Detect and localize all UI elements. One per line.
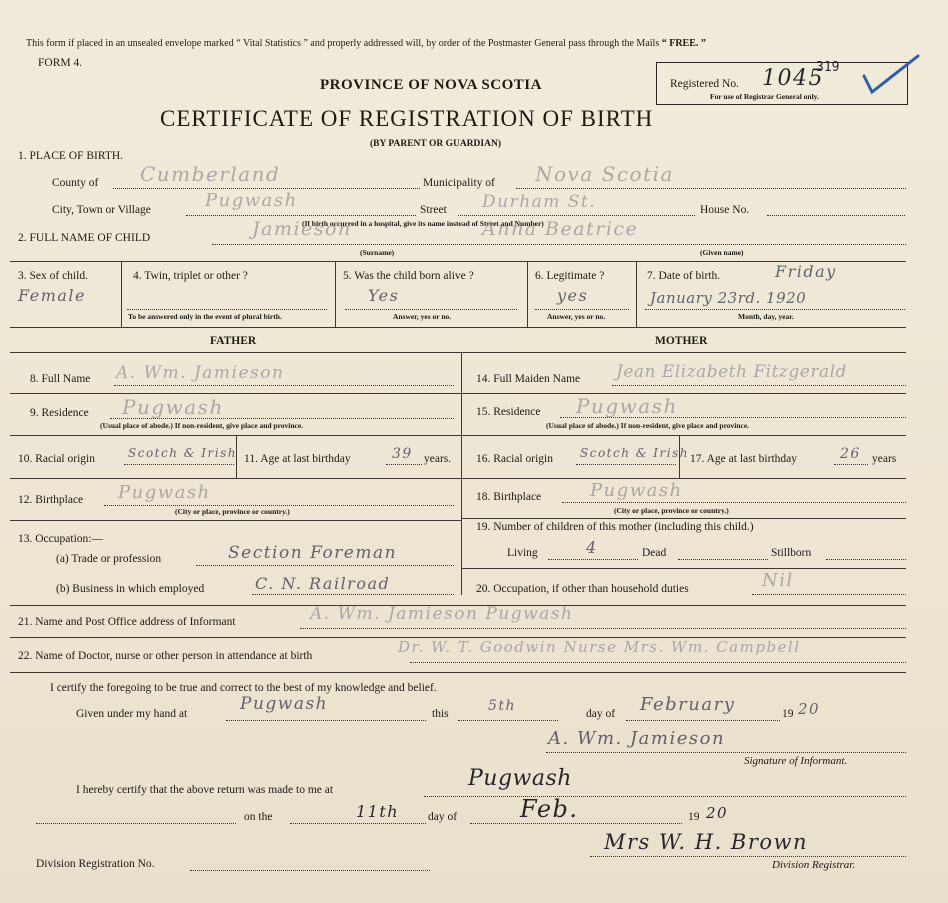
- given-this-label: this: [432, 708, 449, 720]
- registrar-place-line: [424, 796, 906, 797]
- mother-age-line: [834, 464, 868, 465]
- father-racial-label: 10. Racial origin: [18, 453, 95, 465]
- father-birthplace-rule: [10, 520, 461, 521]
- alive-value: Yes: [368, 286, 400, 305]
- mother-age-unit: years: [872, 453, 897, 465]
- father-birthplace-line: [104, 505, 454, 506]
- registrar-month-line: [470, 823, 682, 824]
- given-place-line: [226, 720, 426, 721]
- father-age-value: 39: [392, 446, 413, 462]
- check-icon: [862, 54, 922, 100]
- informant-label: 21. Name and Post Office address of Informant: [18, 616, 236, 628]
- father-name-label: 8. Full Name: [30, 373, 91, 385]
- father-age-line: [386, 464, 422, 465]
- registrar-day-line: [290, 823, 426, 824]
- child-name-label: 2. FULL NAME OF CHILD: [18, 232, 151, 244]
- father-residence-note: (Usual place of abode.) If non-resident, give place and province.: [100, 421, 304, 430]
- mother-children-label: 19. Number of children of this mother (including this child.): [476, 521, 754, 533]
- mother-birthplace-note: (City or place, province or country.): [614, 506, 729, 515]
- province-heading: PROVINCE OF NOVA SCOTIA: [320, 77, 542, 93]
- registrar-signature-caption: Division Registrar.: [772, 859, 856, 871]
- registrar-on-leader: [36, 823, 236, 824]
- house-label: House No.: [700, 204, 750, 216]
- city-label: City, Town or Village: [52, 204, 151, 216]
- alive-note: Answer, yes or no.: [393, 312, 452, 321]
- mother-racial-rule: [461, 478, 906, 479]
- division-registration-line: [190, 870, 430, 871]
- county-line: [113, 188, 420, 189]
- registrar-statement: I hereby certify that the above return was made to me at: [76, 784, 334, 796]
- father-trade-line: [196, 565, 454, 566]
- father-business-label: (b) Business in which employed: [56, 583, 205, 595]
- mother-racial-label: 16. Racial origin: [476, 453, 553, 465]
- father-racial-divider: [236, 436, 237, 478]
- postal-notice-text: This form if placed in an unsealed envelope marked “ Vital Statistics ” and properly addressed will, by order of the Postmaster General pass through the Mails: [26, 38, 660, 49]
- given-day-of-label: day of: [586, 708, 616, 720]
- house-line: [767, 215, 905, 216]
- twin-note: To be answered only in the event of plural birth.: [128, 312, 282, 321]
- father-racial-value: Scotch & Irish: [128, 446, 237, 460]
- father-occupation-label: 13. Occupation:—: [18, 533, 103, 545]
- father-age-unit: years.: [424, 453, 452, 465]
- informant-line: [300, 628, 906, 629]
- given-this-line: [458, 720, 558, 721]
- father-age-label: 11. Age at last birthday: [244, 453, 351, 465]
- date-day-value: Friday: [775, 262, 837, 281]
- given-place-value: Pugwash: [240, 694, 329, 714]
- mother-name-value: Jean Elizabeth Fitzgerald: [616, 362, 847, 382]
- registrar-month-value: Feb.: [520, 795, 579, 823]
- row3-divider-3: [527, 262, 528, 327]
- municipality-label: Municipality of: [423, 177, 495, 189]
- page-subtitle: (BY PARENT OR GUARDIAN): [370, 139, 501, 149]
- mother-birthplace-rule: [461, 518, 906, 519]
- row3-divider-1: [121, 262, 122, 327]
- father-racial-rule: [10, 478, 461, 479]
- mother-name-rule: [461, 393, 906, 394]
- mother-children-rule: [461, 568, 906, 569]
- date-note: Month, day, year.: [738, 312, 794, 321]
- father-racial-line: [124, 464, 234, 465]
- county-label: County of: [52, 177, 99, 189]
- registrar-day-of-label: day of: [428, 811, 458, 823]
- registrar-year-value: 20: [706, 804, 729, 822]
- doctor-rule: [10, 672, 906, 673]
- registrar-signature: Mrs W. H. Brown: [604, 830, 809, 854]
- doctor-label: 22. Name of Doctor, nurse or other person in attendance at birth: [18, 650, 313, 662]
- street-line: [458, 215, 695, 216]
- father-name-rule: [10, 393, 461, 394]
- street-label: Street: [420, 204, 447, 216]
- informant-signature-line: [546, 752, 906, 753]
- mother-dead-label: Dead: [642, 547, 667, 559]
- mother-residence-note: (Usual place of abode.) If non-resident, give place and province.: [546, 421, 750, 430]
- registration-stamp: 319: [816, 60, 840, 75]
- certification-statement: I certify the foregoing to be true and correct to the best of my knowledge and belief.: [50, 682, 437, 694]
- informant-signature: A. Wm. Jamieson: [548, 728, 726, 749]
- twin-label: 4. Twin, triplet or other ?: [133, 270, 248, 282]
- row3-divider-4: [636, 262, 637, 327]
- registrar-signature-line: [590, 856, 906, 857]
- doctor-value: Dr. W. T. Goodwin Nurse Mrs. Wm. Campbell: [398, 638, 801, 656]
- legitimate-line: [535, 309, 629, 310]
- mother-name-label: 14. Full Maiden Name: [476, 373, 581, 385]
- legitimate-note: Answer, yes or no.: [547, 312, 606, 321]
- county-value: Cumberland: [140, 162, 281, 186]
- father-residence-label: 9. Residence: [30, 407, 89, 419]
- city-line: [186, 215, 416, 216]
- date-value: January 23rd. 1920: [650, 289, 807, 307]
- father-birthplace-label: 12. Birthplace: [18, 494, 84, 506]
- mother-stillborn-label: Stillborn: [771, 547, 812, 559]
- mother-residence-value: Pugwash: [576, 394, 678, 418]
- mother-occupation-label: 20. Occupation, if other than household duties: [476, 583, 689, 595]
- father-heading: FATHER: [210, 335, 257, 347]
- registrar-year-prefix: 19: [688, 811, 700, 823]
- mother-occupation-value: Nil: [762, 570, 794, 591]
- mother-age-value: 26: [840, 446, 861, 462]
- informant-value: A. Wm. Jamieson Pugwash: [310, 604, 574, 624]
- given-this-value: 5th: [488, 698, 517, 714]
- form-number: FORM 4.: [38, 57, 83, 69]
- surname-caption: (Surname): [360, 248, 395, 257]
- mother-racial-divider: [679, 436, 680, 478]
- registrar-on-the-label: on the: [244, 811, 273, 823]
- child-surname-value: Jamieson: [252, 218, 352, 240]
- mother-stillborn-line: [826, 559, 906, 560]
- legitimate-value: yes: [557, 286, 589, 305]
- parents-center-divider: [461, 352, 462, 595]
- given-label: Given under my hand at: [76, 708, 188, 720]
- sex-value: Female: [18, 286, 86, 305]
- mother-living-line: [548, 559, 638, 560]
- child-given-value: Anna Beatrice: [482, 218, 639, 240]
- municipality-value: Nova Scotia: [535, 162, 674, 186]
- row3-bottom-rule: [10, 327, 906, 328]
- hospital-note: (If birth occurred in a hospital, give its name instead of Street and Number): [302, 219, 544, 228]
- registrar-day-value: 11th: [356, 802, 400, 821]
- city-value: Pugwash: [205, 190, 298, 211]
- date-label: 7. Date of birth.: [647, 270, 721, 282]
- father-name-line: [114, 385, 454, 386]
- mother-age-label: 17. Age at last birthday: [690, 453, 797, 465]
- given-month-line: [626, 720, 780, 721]
- child-name-line: [212, 244, 906, 245]
- postal-free: “ FREE. ”: [661, 38, 706, 49]
- father-trade-value: Section Foreman: [228, 543, 398, 563]
- mother-heading: MOTHER: [655, 335, 708, 347]
- father-name-value: A. Wm. Jamieson: [116, 363, 285, 383]
- mother-birthplace-line: [562, 502, 906, 503]
- doctor-line: [410, 662, 906, 663]
- father-business-value: C. N. Railroad: [255, 574, 391, 593]
- registration-label: Registered No.: [670, 78, 739, 90]
- given-year-prefix: 19: [782, 708, 794, 720]
- given-year-value: 20: [798, 700, 821, 718]
- sex-label: 3. Sex of child.: [18, 270, 88, 282]
- twin-line: [127, 309, 327, 310]
- row3-divider-2: [335, 262, 336, 327]
- father-trade-label: (a) Trade or profession: [56, 553, 162, 565]
- municipality-line: [516, 188, 906, 189]
- registrar-place-value: Pugwash: [468, 766, 572, 791]
- mother-living-value: 4: [586, 538, 598, 557]
- registration-note: For use of Registrar General only.: [710, 92, 819, 101]
- mother-occupation-line: [752, 594, 906, 595]
- parents-heading-rule: [10, 352, 906, 353]
- mother-residence-rule: [461, 435, 906, 436]
- father-residence-value: Pugwash: [122, 395, 224, 419]
- informant-signature-caption: Signature of Informant.: [744, 755, 848, 767]
- mother-racial-line: [576, 464, 676, 465]
- division-registration-label: Division Registration No.: [36, 858, 155, 870]
- mother-name-line: [612, 385, 906, 386]
- alive-line: [345, 309, 517, 310]
- mother-racial-value: Scotch & Irish: [580, 446, 689, 460]
- given-name-caption: (Given name): [700, 248, 744, 257]
- mother-residence-label: 15. Residence: [476, 406, 541, 418]
- row3-top-rule: [10, 261, 906, 262]
- father-business-line: [252, 594, 454, 595]
- father-birthplace-value: Pugwash: [118, 482, 211, 503]
- street-value: Durham St.: [482, 192, 597, 212]
- father-birthplace-note: (City or place, province or country.): [175, 507, 290, 516]
- date-line: [645, 309, 905, 310]
- mother-dead-line: [678, 559, 768, 560]
- mother-living-label: Living: [507, 547, 538, 559]
- page-title: CERTIFICATE OF REGISTRATION OF BIRTH: [160, 106, 654, 131]
- mother-birthplace-value: Pugwash: [590, 480, 683, 501]
- postal-notice: [26, 38, 706, 49]
- registration-number: 1045: [762, 66, 824, 91]
- mother-birthplace-label: 18. Birthplace: [476, 491, 542, 503]
- given-month-value: February: [640, 694, 736, 715]
- legitimate-label: 6. Legitimate ?: [535, 270, 605, 282]
- place-of-birth-heading: 1. PLACE OF BIRTH.: [18, 150, 124, 162]
- alive-label: 5. Was the child born alive ?: [343, 270, 474, 282]
